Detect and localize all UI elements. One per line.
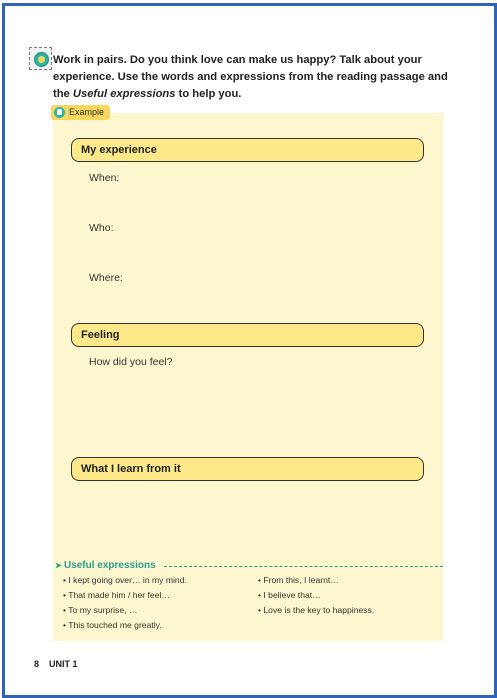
example-label: Example — [69, 107, 105, 117]
task-instruction — [53, 52, 448, 103]
expression-left-4: • This touched me greatly. — [63, 620, 162, 630]
unit-label: UNIT 1 — [49, 659, 78, 669]
instruction-line-3-suffix: to help you. — [175, 88, 242, 100]
prompt-where: Where: — [89, 272, 123, 284]
expression-left-1: • I kept going over… in my mind. — [63, 575, 187, 585]
instruction-line-1: Work in pairs. Do you think love can make us happy? Talk about your — [53, 54, 422, 66]
prompt-who: Who: — [89, 222, 114, 234]
page-number: 8 — [34, 659, 40, 669]
example-tag — [51, 105, 110, 120]
expression-right-2: • I believe that… — [258, 590, 321, 600]
section-my-experience: My experience — [71, 138, 424, 162]
section-feeling: Feeling — [71, 323, 424, 347]
expression-right-1: • From this, I learnt… — [258, 575, 339, 585]
useful-expressions-divider — [164, 566, 443, 567]
task-icon-box — [29, 47, 52, 70]
prompt-when: When: — [89, 172, 120, 184]
expression-right-3: • Love is the key to happiness. — [258, 605, 374, 615]
expression-left-3: • To my surprise, … — [63, 605, 138, 615]
useful-expressions-title: ➤ Useful expressions — [55, 560, 156, 571]
instruction-line-3-italic: Useful expressions — [72, 88, 176, 100]
example-icon — [54, 107, 65, 118]
instruction-line-3-prefix: the — [53, 88, 73, 100]
prompt-how-did-you-feel: How did you feel? — [89, 356, 173, 368]
expression-left-2: • That made him / her feel… — [63, 590, 170, 600]
speaking-activity-icon — [34, 52, 49, 67]
instruction-line-3 — [53, 86, 443, 103]
instruction-line-2: experience. Use the words and expressions from the reading passage and — [53, 71, 448, 83]
section-what-i-learn: What I learn from it — [71, 457, 424, 481]
